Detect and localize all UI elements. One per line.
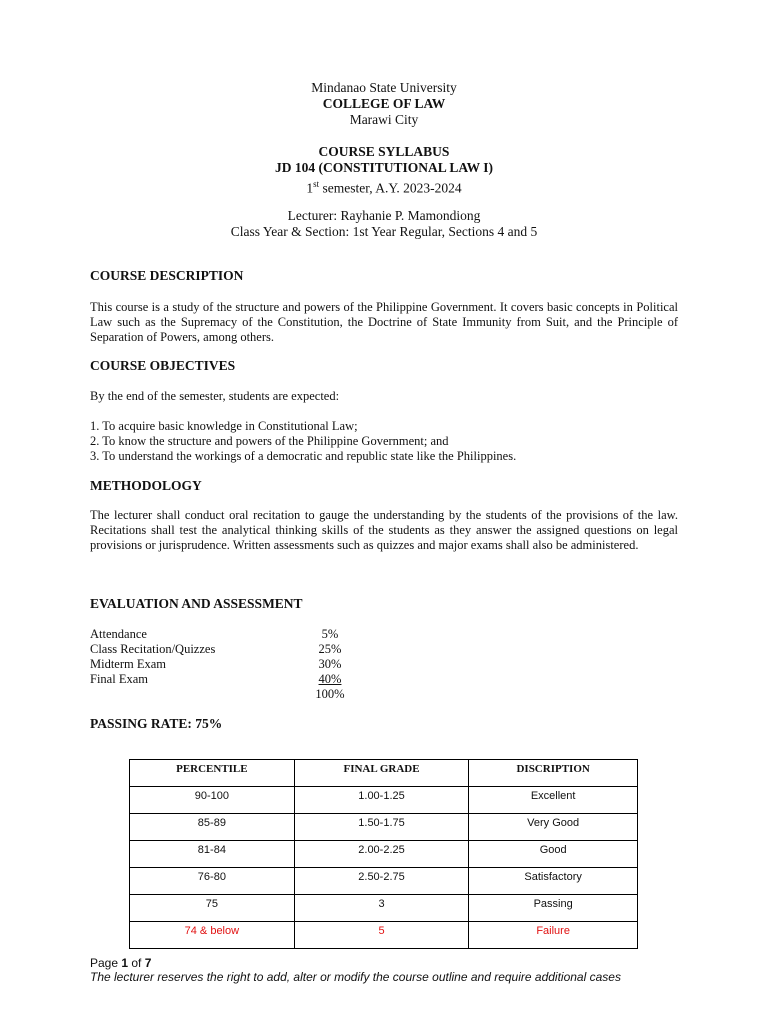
passing-rate-heading: PASSING RATE: 75%: [90, 716, 223, 731]
semester-line: [0, 176, 768, 197]
college-name: COLLEGE OF LAW: [322, 96, 446, 111]
column-header-final-grade: FINAL GRADE: [294, 760, 469, 787]
grade-cell: 2.00-2.25: [294, 841, 469, 868]
grade-cell: 5: [294, 922, 469, 949]
grade-cell: 2.50-2.75: [294, 868, 469, 895]
table-row: [130, 814, 638, 841]
description-cell: Very Good: [469, 814, 638, 841]
column-header-description: DISCRIPTION: [469, 760, 638, 787]
table-row: [130, 787, 638, 814]
description-cell: Failure: [469, 922, 638, 949]
objective-item: 3. To understand the workings of a democratic and republic state like the Philippines.: [90, 449, 517, 463]
evaluation-percent: 5%: [321, 627, 339, 641]
grade-cell: 3: [294, 895, 469, 922]
total-pages: 7: [144, 956, 152, 970]
description-cell: Satisfactory: [469, 868, 638, 895]
objective-item: 1. To acquire basic knowledge in Constitutional Law;: [90, 419, 358, 433]
table-row: [130, 895, 638, 922]
course-objectives-heading: COURSE OBJECTIVES: [90, 358, 236, 373]
page-prefix: Page: [90, 956, 122, 970]
class-section-line: Class Year & Section: 1st Year Regular, Sections 4 and 5: [230, 224, 538, 239]
page-number: [90, 956, 151, 970]
table-row: [130, 868, 638, 895]
percentile-cell: 76-80: [130, 868, 295, 895]
evaluation-label: Attendance: [90, 627, 147, 641]
percentile-cell: 75: [130, 895, 295, 922]
grade-cell: 1.50-1.75: [294, 814, 469, 841]
grade-cell: 1.00-1.25: [294, 787, 469, 814]
evaluation-percent: 30%: [318, 657, 342, 671]
table-row-failure: [130, 922, 638, 949]
evaluation-percent-underlined: 40%: [318, 672, 342, 686]
course-title: JD 104 (CONSTITUTIONAL LAW I): [274, 160, 494, 175]
description-cell: Passing: [469, 895, 638, 922]
evaluation-heading: EVALUATION AND ASSESSMENT: [90, 596, 303, 611]
city-name: Marawi City: [349, 112, 419, 127]
semester-rest: semester, A.Y. 2023-2024: [319, 180, 462, 196]
percentile-cell: 85-89: [130, 814, 295, 841]
evaluation-percent: 25%: [318, 642, 342, 656]
objective-item: 2. To know the structure and powers of the Philippine Government; and: [90, 434, 449, 448]
lecturer-line: Lecturer: Rayhanie P. Mamondiong: [287, 208, 481, 223]
semester-ordinal-suffix: st: [313, 179, 320, 189]
page-of: of: [128, 956, 145, 970]
table-row: [130, 841, 638, 868]
evaluation-percent: [290, 672, 370, 687]
evaluation-total: 100%: [315, 687, 345, 701]
objectives-intro: By the end of the semester, students are expected:: [90, 389, 340, 403]
description-cell: Good: [469, 841, 638, 868]
description-cell: Excellent: [469, 787, 638, 814]
current-page: 1: [121, 956, 129, 970]
course-description-text: This course is a study of the structure and powers of the Philippine Government. It covers basic concepts in Political Law such as the Supremacy of the Constitution, the Doctrine of State Immunity from Suit, and the Principle of Separation of Powers, among others.: [90, 300, 678, 344]
document-title: COURSE SYLLABUS: [318, 144, 450, 159]
course-description-heading: COURSE DESCRIPTION: [90, 268, 244, 283]
university-name: Mindanao State University: [311, 80, 457, 95]
methodology-text: The lecturer shall conduct oral recitation to gauge the understanding by the students of the provisions of the law. Recitations shall test the analytical thinking skills of the students as they answer the assigned questions on legal provisions or jurisprudence. Written assessments such as quizzes and major exams shall also be administered.: [90, 508, 678, 552]
methodology-heading: METHODOLOGY: [90, 478, 202, 493]
footer-note: The lecturer reserves the right to add, alter or modify the course outline and require additional cases: [90, 970, 621, 984]
column-header-percentile: PERCENTILE: [130, 760, 295, 787]
grading-table: [129, 759, 638, 949]
percentile-cell: 90-100: [130, 787, 295, 814]
semester-ordinal: 1: [306, 180, 314, 196]
evaluation-label: Midterm Exam: [90, 657, 167, 671]
evaluation-label: Class Recitation/Quizzes: [90, 642, 216, 656]
evaluation-label: Final Exam: [90, 672, 148, 686]
percentile-cell: 81-84: [130, 841, 295, 868]
percentile-cell: 74 & below: [130, 922, 295, 949]
table-header-row: [130, 760, 638, 787]
